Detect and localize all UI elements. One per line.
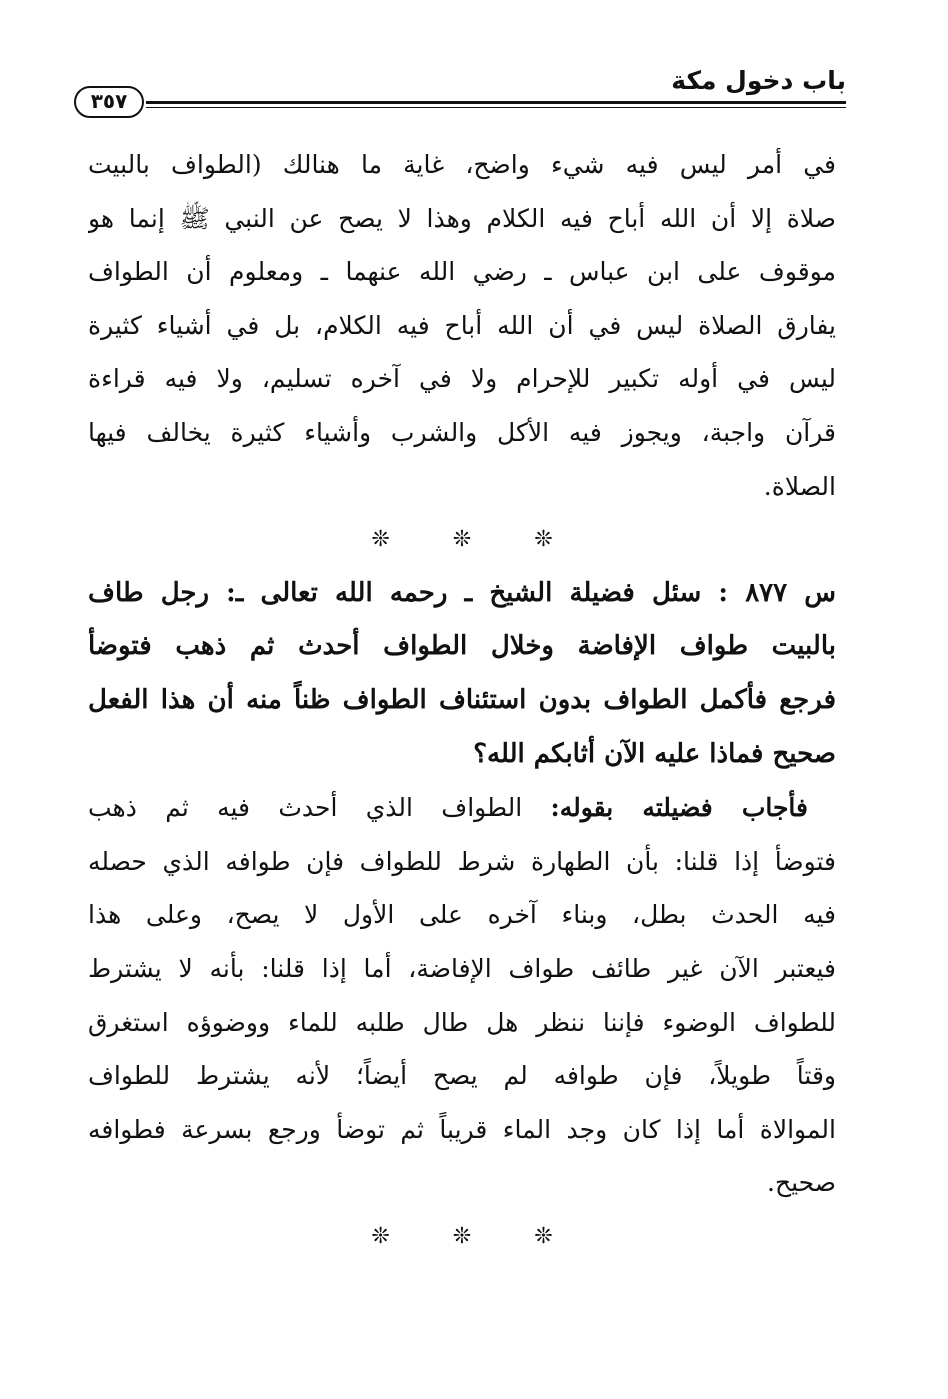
question-line: بالبيت طواف الإفاضة وخلال الطواف أحدث ثم ذهب فتوضأ <box>88 631 836 662</box>
question-marker: س <box>804 577 836 608</box>
section-separator: ❊ ❊ ❊ <box>371 527 581 553</box>
section-separator: ❊ ❊ ❊ <box>371 1223 581 1249</box>
answer-line: للطواف الوضوء فإننا ننظر هل طال طلبه للماء ووضوؤه استغرق <box>88 1007 836 1037</box>
header-rule <box>146 101 846 104</box>
answer-text: الطواف الذي أحدث فيه ثم ذهب <box>88 793 523 823</box>
header-rule-thin <box>146 107 846 108</box>
question-text: ٨٧٧ : سئل فضيلة الشيخ ـ رحمه الله تعالى ـ: رجل طاف <box>88 577 788 608</box>
text-line: قرآن واجبة، ويجوز فيه الأكل والشرب وأشياء كثيرة يخالف فيها <box>88 417 836 447</box>
chapter-title: باب دخول مكة <box>671 66 846 95</box>
text-line: ليس في أوله تكبير للإحرام ولا في آخره تسليم، ولا فيه قراءة <box>88 364 836 394</box>
page-header <box>74 64 846 120</box>
text-line: صلاة إلا أن الله أباح فيه الكلام وهذا لا يصح عن النبي ﷺ إنما هو <box>88 203 836 233</box>
page-number: ٣٥٧ <box>74 86 144 118</box>
question-line: صحيح فماذا عليه الآن أثابكم الله؟ <box>473 738 836 769</box>
page-body <box>88 138 836 1263</box>
text-line: موقوف على ابن عباس ـ رضي الله عنهما ـ ومعلوم أن الطواف <box>88 257 836 287</box>
text-line: يفارق الصلاة ليس في أن الله أباح فيه الكلام، بل في أشياء كثيرة <box>88 310 836 340</box>
answer-line: الموالاة أما إذا كان وجد الماء قريباً ثم توضأ ورجع بسرعة فطوافه <box>88 1114 836 1144</box>
question-block <box>88 567 836 781</box>
question-line: فرجع فأكمل الطواف بدون استئناف الطواف ظناً منه أن هذا الفعل <box>88 684 836 715</box>
answer-block <box>88 781 836 1210</box>
text-line: الصلاة. <box>763 471 836 501</box>
paragraph-continuation <box>88 138 836 513</box>
answer-label: فأجاب فضيلته بقوله: <box>550 793 808 823</box>
text-line: في أمر ليس فيه شيء واضح، غاية ما هنالك (الطواف بالبيت <box>88 150 836 179</box>
answer-line: فيعتبر الآن غير طائف طواف الإفاضة، أما إذا قلنا: بأنه لا يشترط <box>88 953 836 983</box>
answer-line: فيه الحدث بطل، وبناء آخره على الأول لا يصح، وعلى هذا <box>88 900 836 930</box>
answer-line: وقتاً طويلاً، فإن طوافه لم يصح أيضاً؛ لأنه يشترط للطواف <box>88 1061 836 1091</box>
question-line <box>88 567 836 621</box>
answer-line <box>88 781 836 835</box>
answer-line: فتوضأ إذا قلنا: بأن الطهارة شرط للطواف فإن طوافه الذي حصله <box>88 846 836 876</box>
answer-line: صحيح. <box>767 1168 836 1198</box>
